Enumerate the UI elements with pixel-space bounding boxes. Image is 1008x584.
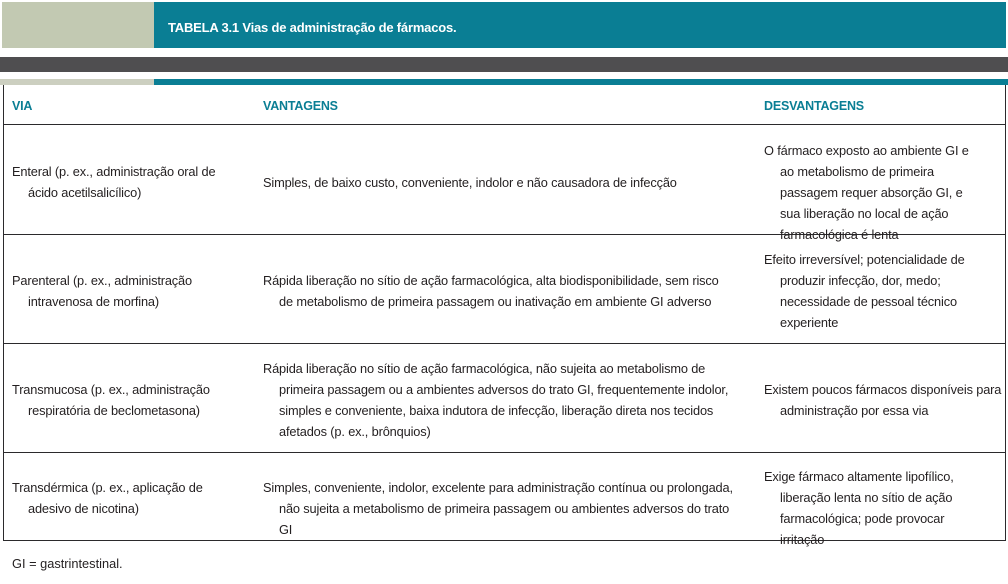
row-parenteral-vantagens: Rápida liberação no sítio de ação farmacológica, alta biodisponibilidade, sem risco de metabolismo de primeira passagem ou inativação em ambiente GI adverso (263, 273, 719, 309)
header-separator (3, 124, 1006, 125)
column-header-via: VIA (12, 99, 33, 113)
row-enteral-desvantagens: O fármaco exposto ao ambiente GI e ao metabolismo de primeira passagem requer absorção GI, e sua liberação no local de ação farmacológica é lenta (764, 143, 969, 242)
table-title-bar (0, 0, 1008, 48)
row-transdermica-vantagens: Simples, conveniente, indolor, excelente para administração contínua ou prolongada, não sujeita a metabolismo de primeira passagem ou ambientes adversos do trato GI (263, 480, 733, 537)
title-accent-block (2, 2, 154, 48)
row-parenteral-desvantagens: Efeito irreversível; potencialidade de produzir infecção, dor, medo; necessidade de pessoal técnico experiente (764, 252, 965, 330)
table-footnote: GI = gastrintestinal. (12, 556, 123, 571)
row-transdermica-via: Transdérmica (p. ex., aplicação de adesivo de nicotina) (12, 480, 203, 516)
row-enteral-vantagens: Simples, de baixo custo, conveniente, indolor e não causadora de infecção (263, 175, 677, 190)
column-header-vantagens: VANTAGENS (263, 99, 338, 113)
row-enteral-via: Enteral (p. ex., administração oral de ácido acetilsalicílico) (12, 164, 216, 200)
row-transmucosa-via: Transmucosa (p. ex., administração respiratória de beclometasona) (12, 382, 210, 418)
decorative-band (0, 57, 1008, 72)
row-parenteral-via: Parenteral (p. ex., administração intravenosa de morfina) (12, 273, 192, 309)
row-transdermica-desvantagens: Exige fármaco altamente lipofílico, liberação lenta no sítio de ação farmacológica; pode provocar irritação (764, 469, 954, 547)
row-transmucosa-desvantagens: Existem poucos fármacos disponíveis para administração por essa via (764, 382, 1002, 418)
column-header-desvantagens: DESVANTAGENS (764, 99, 864, 113)
row-separator (3, 343, 1006, 344)
row-transmucosa-vantagens: Rápida liberação no sítio de ação farmacológica, não sujeita ao metabolismo de primeira passagem ou a ambientes adversos do trato GI, frequentemente indolor, simples e conveniente, baixa indutora de infecção, liberação direta nos tecidos afetados (p. ex., brônquios) (263, 361, 729, 439)
table-title: TABELA 3.1 Vias de administração de fármacos. (168, 20, 457, 35)
row-separator (3, 452, 1006, 453)
